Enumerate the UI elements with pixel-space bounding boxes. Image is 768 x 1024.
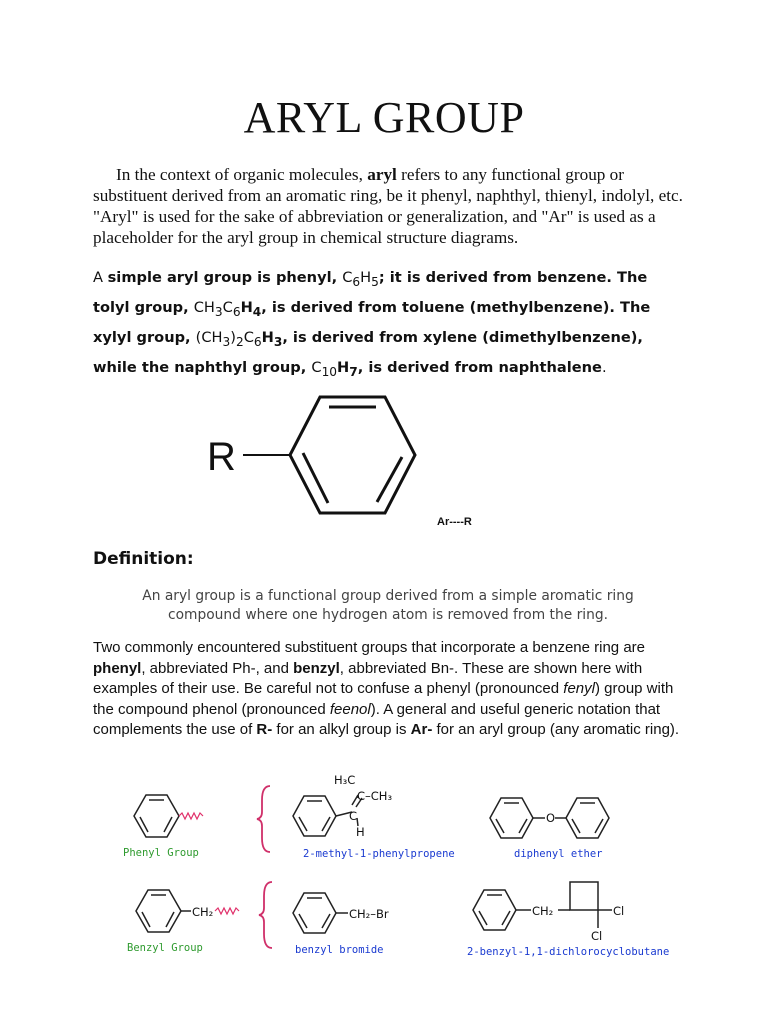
desc-text: simple aryl group is phenyl,	[107, 269, 343, 286]
desc-text: , is derived from toluene (methylbenzene). The xylyl group,	[93, 298, 651, 346]
page-title: ARYL GROUP	[243, 93, 525, 142]
intro-bold-aryl: aryl	[367, 165, 397, 184]
intro-text-end: refers to any functional group or substituent derived from an aromatic ring, be it phenyl, naphthyl, thienyl, indolyl, etc. "Aryl" is used for the sake of abbreviation or generalization, and "Ar" is used as a placeholder for the aryl group in chemical structure diagrams.	[93, 165, 683, 247]
oxygen-label: O	[546, 811, 556, 825]
bold-ar: Ar-	[410, 721, 433, 738]
cl-label-1: Cl	[613, 904, 625, 918]
benzyl-group-structure	[136, 890, 239, 932]
ch2br-label: CH₂–Br	[349, 907, 389, 921]
phenyl-group-label: Phenyl Group	[123, 847, 199, 859]
methylphenylpropene-label: 2-methyl-1-phenylpropene	[303, 848, 455, 860]
benzyl-bromide-label: benzyl bromide	[295, 944, 384, 956]
h3c-label: H₃C	[334, 773, 356, 787]
desc-text: ; it is derived from benzene. The tolyl group,	[93, 269, 648, 316]
h-label: H	[356, 825, 365, 839]
bracket-bottom	[259, 882, 272, 948]
tolyl-formula: $CH_3C_6$	[193, 298, 241, 319]
dichlorocyclobutane-label: 2-benzyl-1,1-dichlorocyclobutane	[467, 946, 670, 958]
bold-benzyl: benzyl	[293, 659, 340, 677]
definition-heading: Definition:	[93, 549, 194, 569]
bold-phenyl: phenyl	[93, 659, 142, 677]
naphthyl-formula-h: $H_7$	[337, 358, 358, 379]
desc-text: .	[601, 358, 607, 376]
c-label: C	[349, 809, 358, 823]
italic-feenol: feenol	[329, 700, 371, 718]
desc-text: , is derived from xylene (dimethylbenzene), while the naphthyl group,	[93, 328, 643, 376]
diphenyl-ether-label: diphenyl ether	[514, 848, 603, 860]
tolyl-formula-h: $H_4$	[240, 298, 262, 319]
bold-r: R-	[256, 721, 273, 738]
benzyl-group-label: Benzyl Group	[127, 942, 203, 954]
xylyl-formula-h: $H_3$	[261, 328, 283, 349]
substituent-groups-paragraph: Two commonly encountered substituent groups that incorporate a benzene ring are phenyl, abbreviated Ph-, and benzyl, abbreviated Bn-. These are shown here with examples of their use. Be careful not to confuse a phenyl (pronounced fenyl) group with the compound phenol (pronounced feenol). A general and useful generic notation that complements the use of R- for an alkyl group is Ar- for an aryl group (any aromatic ring).	[93, 639, 680, 738]
desc-text: , is derived from naphthalene	[357, 358, 602, 376]
naphthyl-formula: $C_{10}$	[311, 358, 338, 379]
bracket-top	[257, 786, 270, 852]
phenyl-formula: $C_6H_5$	[342, 269, 379, 289]
benzyl-ch2-label: CH₂	[192, 905, 214, 919]
c-ch3-label: C–CH₃	[357, 789, 393, 803]
benzyl-bromide-structure	[293, 893, 348, 933]
intro-text-start: In the context of organic molecules,	[116, 165, 368, 184]
phenyl-group-structure	[134, 795, 203, 837]
cl-label-2: Cl	[591, 929, 603, 943]
xylyl-formula: $(CH_3)_2C_6$	[195, 328, 262, 349]
italic-fenyl: fenyl	[563, 680, 595, 697]
diagram-caption: Ar----R	[437, 516, 472, 528]
desc-text: A	[93, 269, 108, 286]
r-label: R	[207, 435, 236, 479]
cyclobutane-ch2-label: CH₂	[532, 904, 554, 918]
definition-text: An aryl group is a functional group derived from a simple aromatic ring compound where one hydrogen atom is removed from the ring.	[142, 588, 634, 623]
